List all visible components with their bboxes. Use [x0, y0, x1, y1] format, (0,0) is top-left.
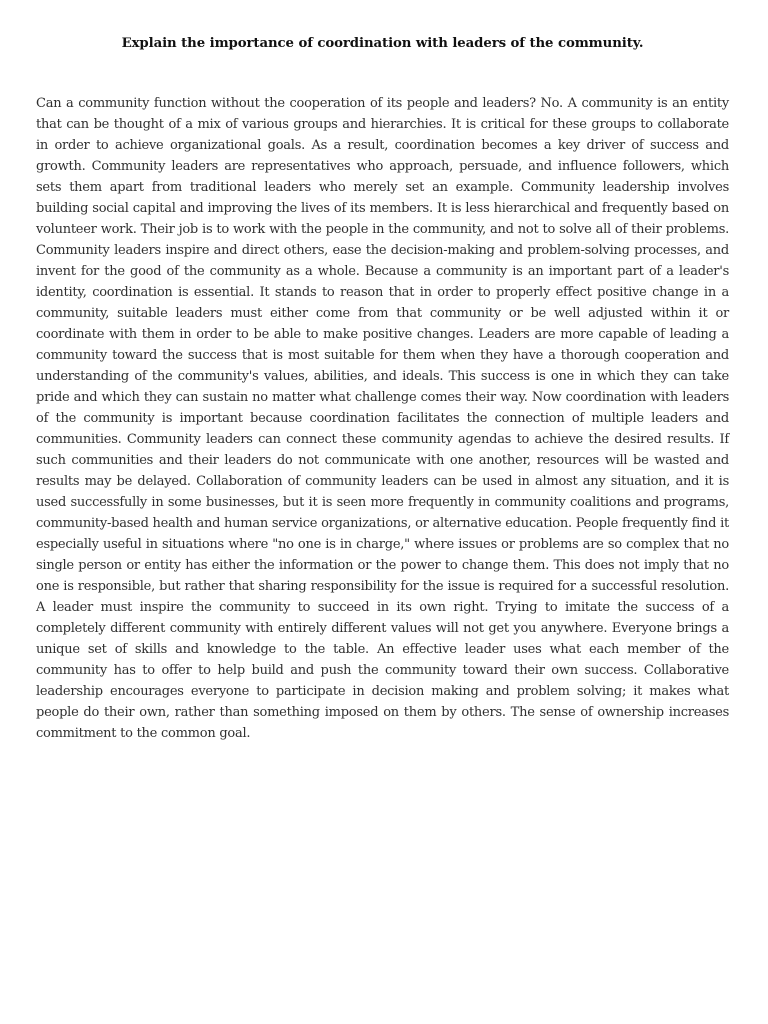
- document-title: Explain the importance of coordination with leaders of the community.: [121, 36, 644, 51]
- document-body-paragraph: Can a community function without the cooperation of its people and leaders? No. A community is an entity that can be thought of a mix of various groups and hierarchies. It is critical for these groups to collaborate in order to achieve organizational goals. As a result, coordination becomes a key driver of success and growth. Community leaders are representatives who approach, persuade, and influence followers, which sets them apart from traditional leaders who merely set an example. Community leadership involves building social capital and improving the lives of its members. It is less hierarchical and frequently based on volunteer work. Their job is to work with the people in the community, and not to solve all of their problems. Community leaders inspire and direct others, ease the decision-making and problem-solving processes, and invent for the good of the community as a whole. Because a community is an important part of a leader's identity, coordination is essential. It stands to reason that in order to properly effect positive change in a community, suitable leaders must either come from that community or be well adjusted within it or coordinate with them in order to be able to make positive changes. Leaders are more capable of leading a community toward the success that is most suitable for them when they have a thorough cooperation and understanding of the community's values, abilities, and ideals. This success is one in which they can take pride and which they can sustain no matter what challenge comes their way. Now coordination with leaders of the community is important because coordination facilitates the connection of multiple leaders and communities. Community leaders can connect these community agendas to achieve the desired results. If such communities and their leaders do not communicate with one another, resources will be wasted and results may be delayed. Collaboration of community leaders can be used in almost any situation, and it is used successfully in some businesses, but it is seen more frequently in community coalitions and programs, community-based health and human service organizations, or alternative education. People frequently find it especially useful in situations where "no one is in charge," where issues or problems are so complex that no single person or entity has either the information or the power to change them. This does not imply that no one is responsible, but rather that sharing responsibility for the issue is required for a successful resolution. A leader must inspire the community to succeed in its own right. Trying to imitate the success of a completely different community with entirely different values will not get you anywhere. Everyone brings a unique set of skills and knowledge to the table. An effective leader uses what each member of the community has to offer to help build and push the community toward their own success. Collaborative leadership encourages everyone to participate in decision making and problem solving; it makes what people do their own, rather than something imposed on them by others. The sense of ownership increases commitment to the common goal.: [36, 96, 729, 741]
